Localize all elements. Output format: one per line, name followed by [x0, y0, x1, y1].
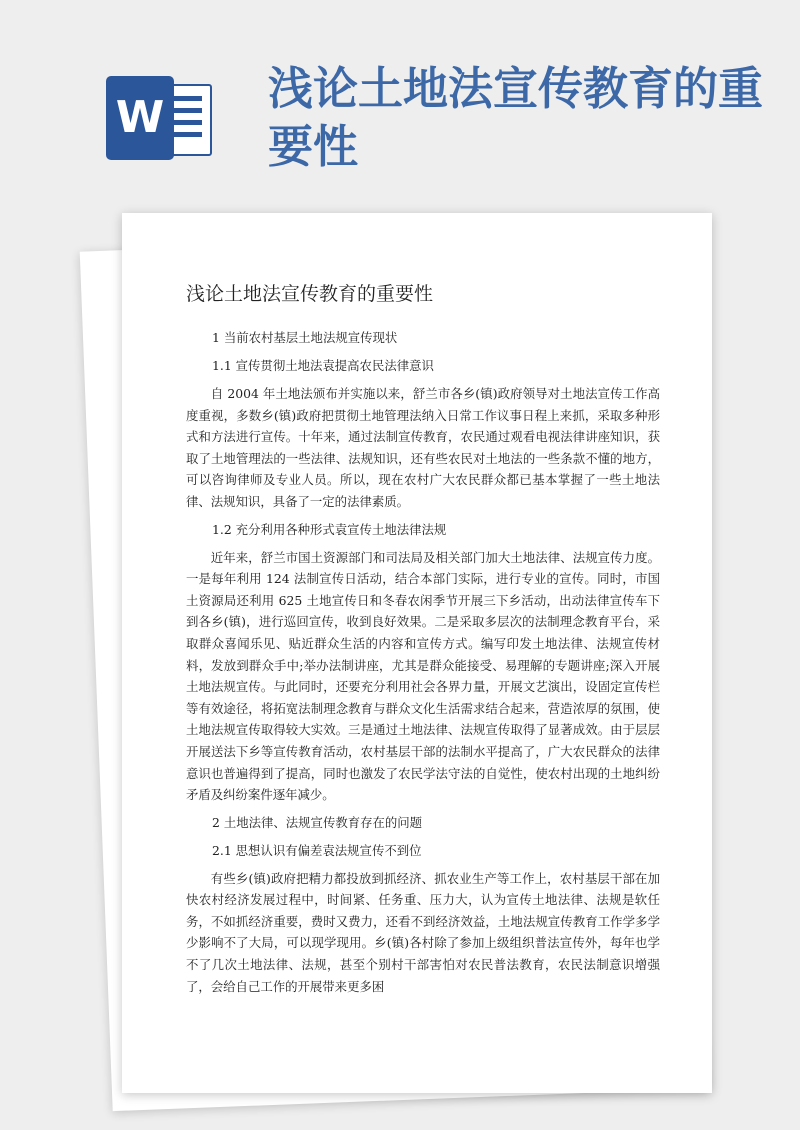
section-heading: 1 当前农村基层土地法规宣传现状: [212, 330, 398, 345]
subsection-heading: 1.2 充分利用各种形式袁宣传土地法律法规: [212, 521, 447, 537]
subsection-heading: 2.1 思想认识有偏差袁法规宣传不到位: [212, 842, 422, 858]
paragraph: 近年来，舒兰市国土资源部门和司法局及相关部门加大土地法律、法规宣传力度。一是每年利用 124 法制宣传日活动，结合本部门实际，进行专业的宣传。同时，市国土资源局还利用 625 土地宣传日和冬春农闲季节开展三下乡活动，出动法律宣传车下到各乡(镇)，进行巡回宣传，收到良好效果。二是采取多层次的法制理念教育平台，采取群众喜闻乐见、贴近群众生活的内容和宣传方式。编写印发土地法律、法规宣传材料，发放到群众手中;举办法制讲座，尤其是群众能接受、易理解的专题讲座;深入开展土地法规宣传。与此同时，还要充分利用社会各界力量，开展文艺演出，设固定宣传栏等有效途径，将拓宽法制理念教育与群众文化生活需求结合起来，营造浓厚的氛围，使土地法规宣传取得较大实效。三是通过土地法律、法规宣传取得了显著成效。由于层层开展送法下乡等宣传教育活动，农村基层干部的法制水平提高了，广大农民群众的法律意识也普遍得到了提高，同时也激发了农民学法守法的自觉性，使农村出现的土地纠纷矛盾及纠纷案件逐年减少。: [186, 549, 660, 803]
document-title: 浅论土地法宣传教育的重要性: [186, 283, 434, 305]
banner-title: 浅论土地法宣传教育的重要性: [268, 62, 764, 173]
subsection-heading: 1.1 宣传贯彻土地法袁提高农民法律意识: [212, 358, 434, 373]
word-document-icon: [106, 70, 214, 166]
document-page: [122, 213, 712, 1093]
document-body: [186, 281, 660, 1003]
document-sections: [186, 327, 660, 997]
paragraph: 有些乡(镇)政府把精力都投放到抓经济、抓农业生产等工作上，农村基层干部在加快农村经济发展过程中，时间紧、任务重、压力大，认为宣传土地法律、法规是软任务，不如抓经济重要，费时又费力，还看不到经济效益，土地法规宣传教育工作学多学少影响不了大局，可以现学现用。乡(镇)各村除了参加上级组织普法宣传外，每年也学不了几次土地法律、法规，甚至个别村干部害怕对农民普法教育，农民法制意识增强了，会给自己工作的开展带来更多困: [186, 870, 660, 994]
word-logo-badge: W: [106, 76, 174, 160]
paragraph: 自 2004 年土地法颁布并实施以来，舒兰市各乡(镇)政府领导对土地法宣传工作高度重视，多数乡(镇)政府把贯彻土地管理法纳入日常工作议事日程上来抓，采取多种形式和方法进行宣传。十年来，通过法制宣传教育，农民通过观看电视法律讲座知识，获取了土地管理法的一些法律、法规知识，还有些农民对土地法的一些条款不懂的地方，可以咨询律师及专业人员。所以，现在农村广大农民群众都已基本掌握了一些土地法律、法规知识，具备了一定的法律素质。: [186, 386, 660, 509]
section-heading: 2 土地法律、法规宣传教育存在的问题: [212, 814, 423, 830]
